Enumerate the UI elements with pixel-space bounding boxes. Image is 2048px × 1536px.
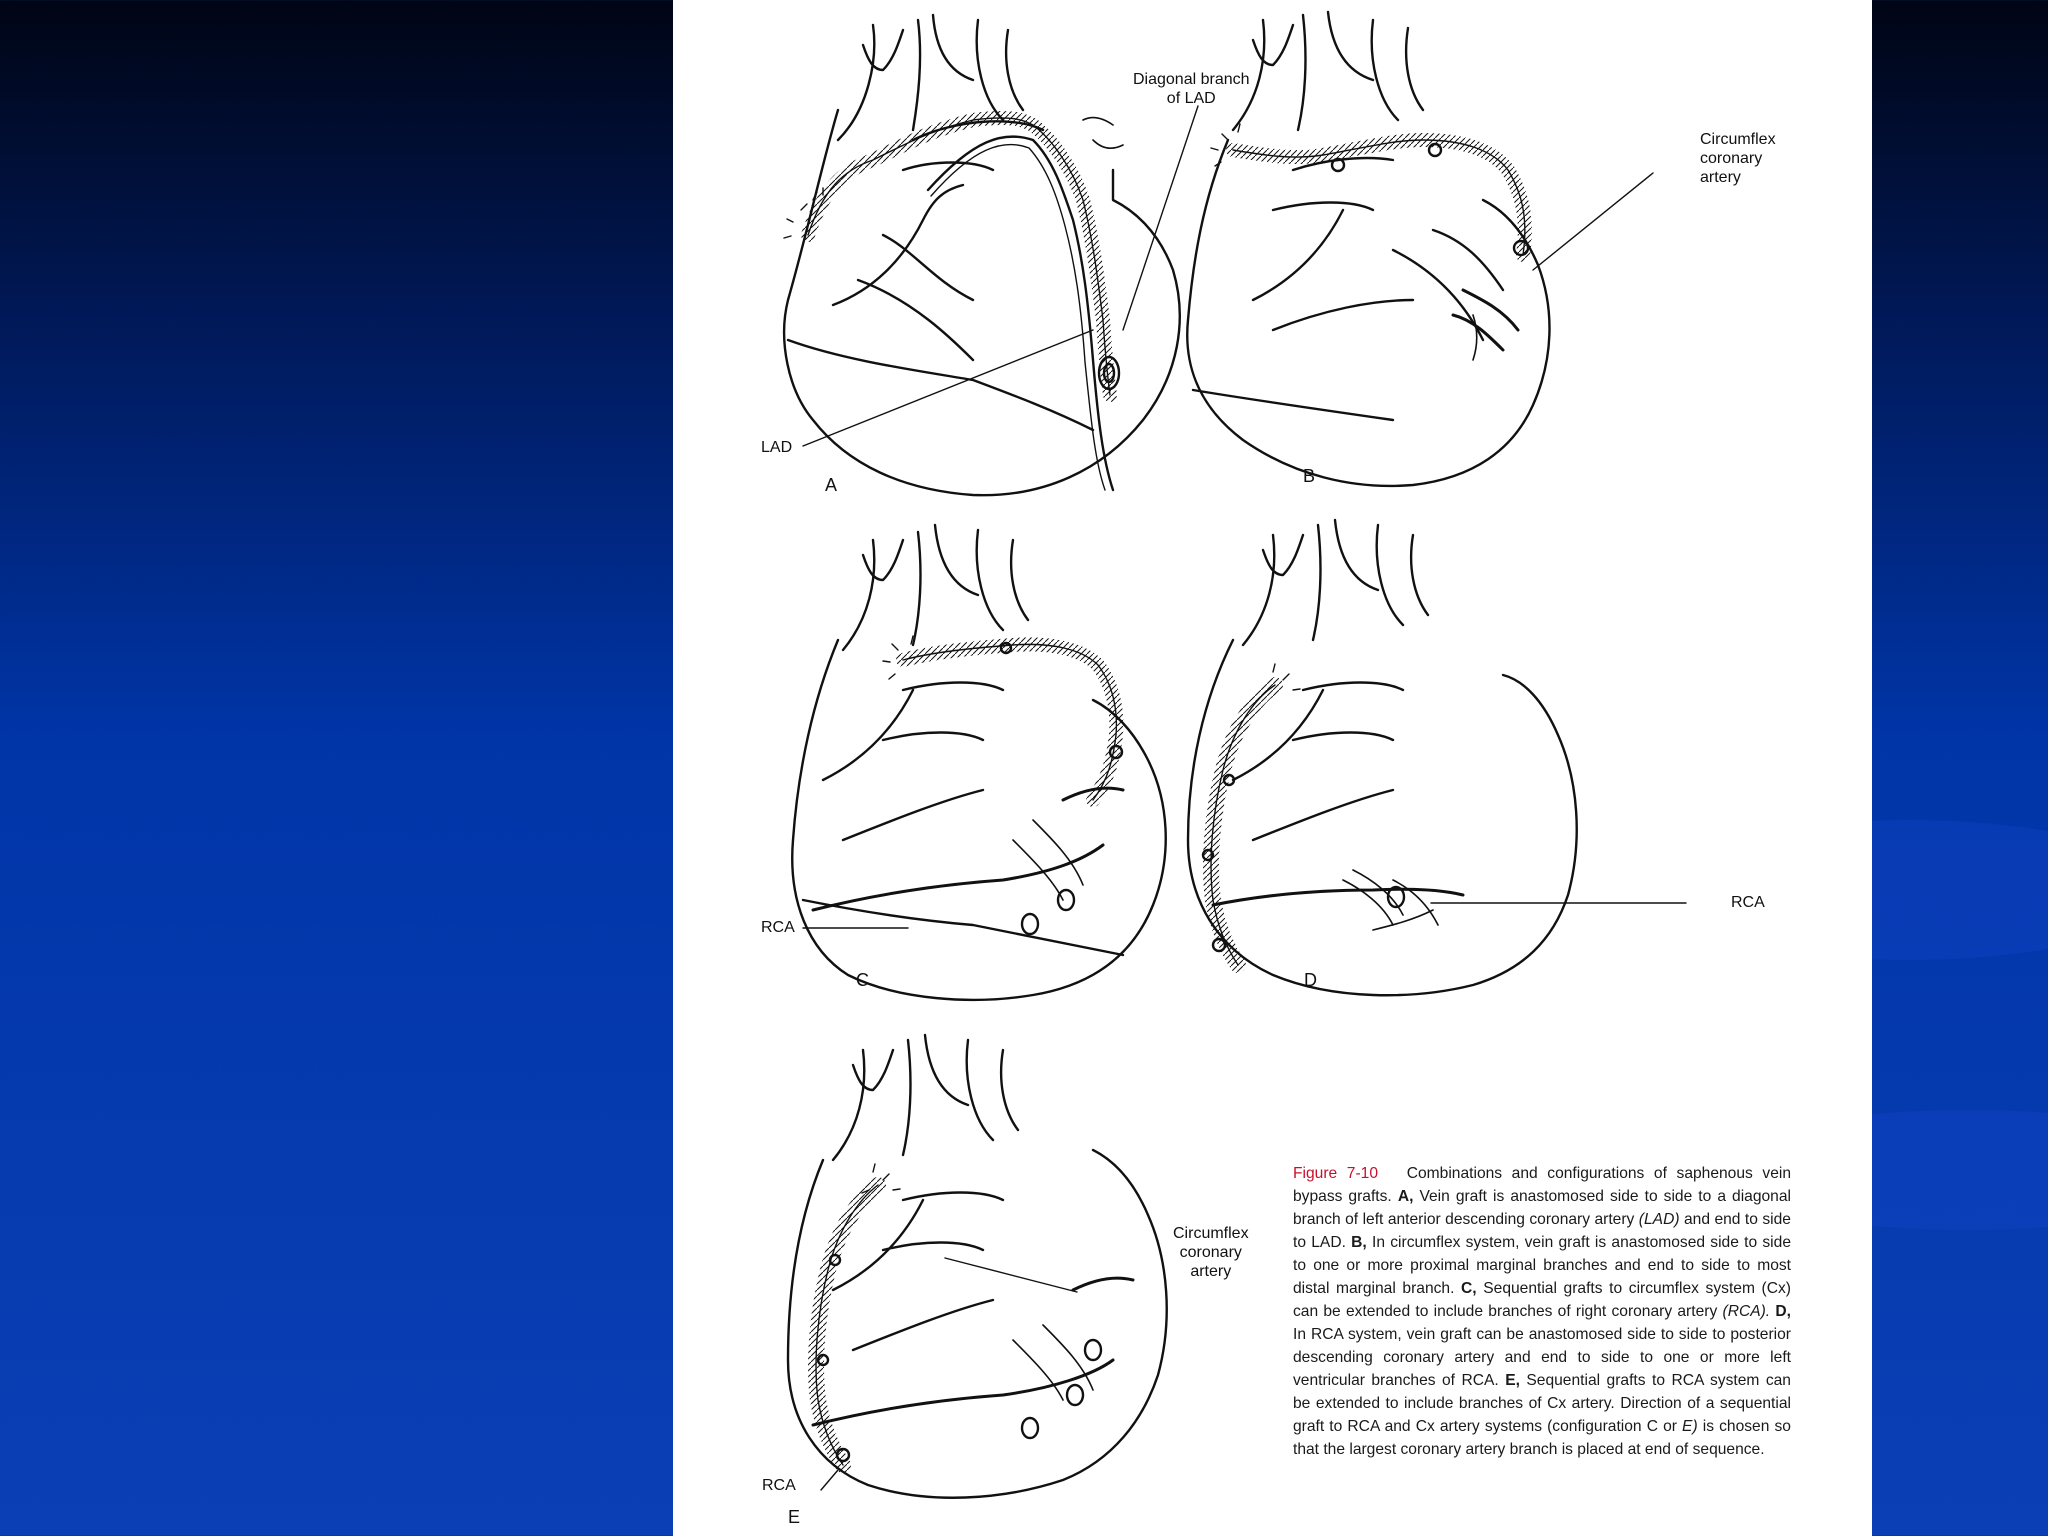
caption-b-text: In circumflex system, vein graft is anastomosed side to side to one or more proximal marginal branches and end to side to most distal marginal branch. xyxy=(1293,1234,1791,1297)
label-rca-d: RCA xyxy=(1731,894,1765,911)
panel-letter-d: D xyxy=(1304,970,1317,990)
caption-e-label: E, xyxy=(1505,1372,1520,1389)
panel-letter-e: E xyxy=(788,1507,801,1527)
caption-d-text: In RCA system, vein graft can be anastomosed side to side to posterior descending coronary artery and end to side to one or more left ventricular branches of RCA. xyxy=(1293,1326,1791,1389)
caption-a-text: Vein graft is anastomosed side to side to a diagonal branch of left anterior descending coronary artery xyxy=(1293,1188,1791,1228)
label-circumflex-coronary-artery-b: Circumflex coronary artery xyxy=(1700,131,1776,186)
caption-a-abbr: (LAD) xyxy=(1638,1211,1680,1228)
heart-panel-c xyxy=(792,525,1165,1000)
label-rca-e: RCA xyxy=(762,1477,796,1494)
caption-a-label: A, xyxy=(1397,1188,1414,1205)
label-rca-c: RCA xyxy=(761,919,795,936)
caption-c-abbr: (RCA). xyxy=(1722,1303,1771,1320)
textbook-page xyxy=(673,0,1872,1536)
label-circumflex-coronary-artery-e: Circumflex coronary artery xyxy=(1173,1225,1249,1280)
panel-letter-b: B xyxy=(1303,466,1316,486)
heart-panel-b xyxy=(1187,12,1653,486)
caption-e-abbr: E) xyxy=(1682,1418,1698,1435)
caption-intro: Combinations and configurations of saphenous vein bypass grafts. xyxy=(1293,1165,1792,1205)
label-diagonal-branch-of-lad: Diagonal branch of LAD xyxy=(1133,71,1250,107)
caption-a-text-end: and end to side to LAD. xyxy=(1293,1211,1791,1251)
caption-e-text-end: is chosen so that the largest coronary artery branch is placed at end of sequence. xyxy=(1293,1418,1791,1458)
caption-c-label: C, xyxy=(1461,1280,1477,1297)
panel-letter-c: C xyxy=(856,970,869,990)
panel-letter-a: A xyxy=(825,475,838,495)
caption-d-label: D, xyxy=(1775,1303,1791,1320)
caption-c-text: Sequential grafts to circumflex system (Cx) can be extended to include branches of right coronary artery xyxy=(1293,1280,1791,1320)
figure-caption xyxy=(1293,1162,1791,1461)
heart-panel-e xyxy=(788,1035,1167,1498)
caption-e-text: Sequential grafts to RCA system can be extended to include branches of Cx artery. Direction of a sequential graft to RCA and Cx artery systems (configuration C or xyxy=(1293,1372,1791,1435)
caption-b-label: B, xyxy=(1351,1234,1367,1251)
heart-panel-d xyxy=(1188,520,1686,995)
label-lad: LAD xyxy=(761,439,793,456)
figure-number: Figure 7-10 xyxy=(1293,1165,1378,1182)
